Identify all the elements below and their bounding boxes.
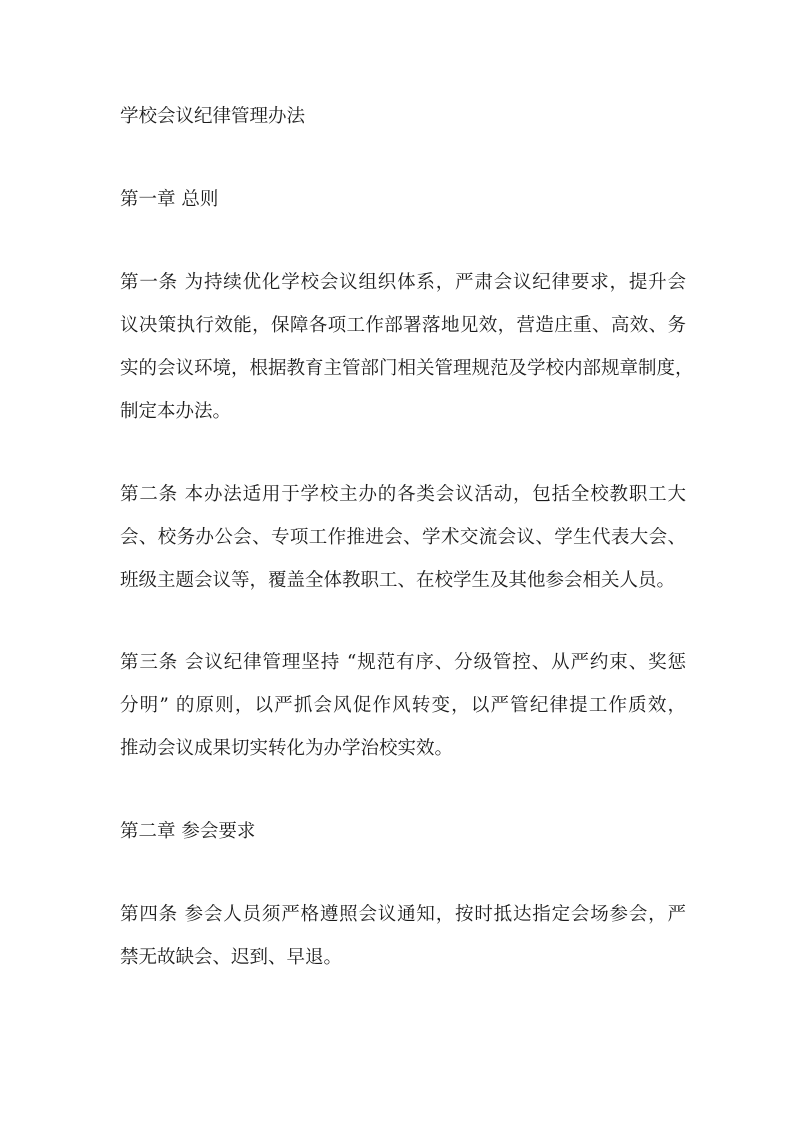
paragraph-line: 实的会议环境，根据教育主管部门相关管理规范及学校内部规章制度， — [120, 358, 694, 379]
article-2 — [120, 473, 686, 602]
paragraph-line: 分明” 的原则，以严抓会风促作风转变，以严管纪律提工作质效， — [120, 695, 686, 716]
paragraph-line: 会、校务办公会、专项工作推进会、学术交流会议、学生代表大会、 — [120, 527, 686, 548]
chapter-1-text: 第一章 总则 — [120, 189, 219, 210]
paragraph-line: 制定本办法。 — [120, 401, 232, 422]
paragraph-line: 禁无故缺会、迟到、早退。 — [120, 947, 343, 968]
paragraph-line: 第二条 本办法适用于学校主办的各类会议活动，包括全校教职工大 — [120, 484, 686, 505]
document-title — [120, 95, 686, 138]
chapter-heading-2 — [120, 810, 686, 853]
title-text: 学校会议纪律管理办法 — [120, 106, 306, 127]
article-1 — [120, 261, 694, 433]
paragraph-line: 第三条 会议纪律管理坚持 “规范有序、分级管控、从严约束、奖惩 — [120, 652, 686, 673]
article-4 — [120, 893, 686, 979]
paragraph-line: 推动会议成果切实转化为办学治校实效。 — [120, 738, 454, 759]
paragraph-line: 第四条 参会人员须严格遵照会议通知，按时抵达指定会场参会，严 — [120, 904, 686, 925]
chapter-2-text: 第二章 参会要求 — [120, 821, 256, 842]
article-3 — [120, 641, 686, 770]
paragraph-line: 第一条 为持续优化学校会议组织体系，严肃会议纪律要求，提升会 — [120, 272, 686, 293]
paragraph-line: 议决策执行效能，保障各项工作部署落地见效，营造庄重、高效、务 — [120, 315, 686, 336]
chapter-heading-1 — [120, 178, 686, 221]
paragraph-line: 班级主题会议等，覆盖全体教职工、在校学生及其他参会相关人员。 — [120, 570, 676, 591]
